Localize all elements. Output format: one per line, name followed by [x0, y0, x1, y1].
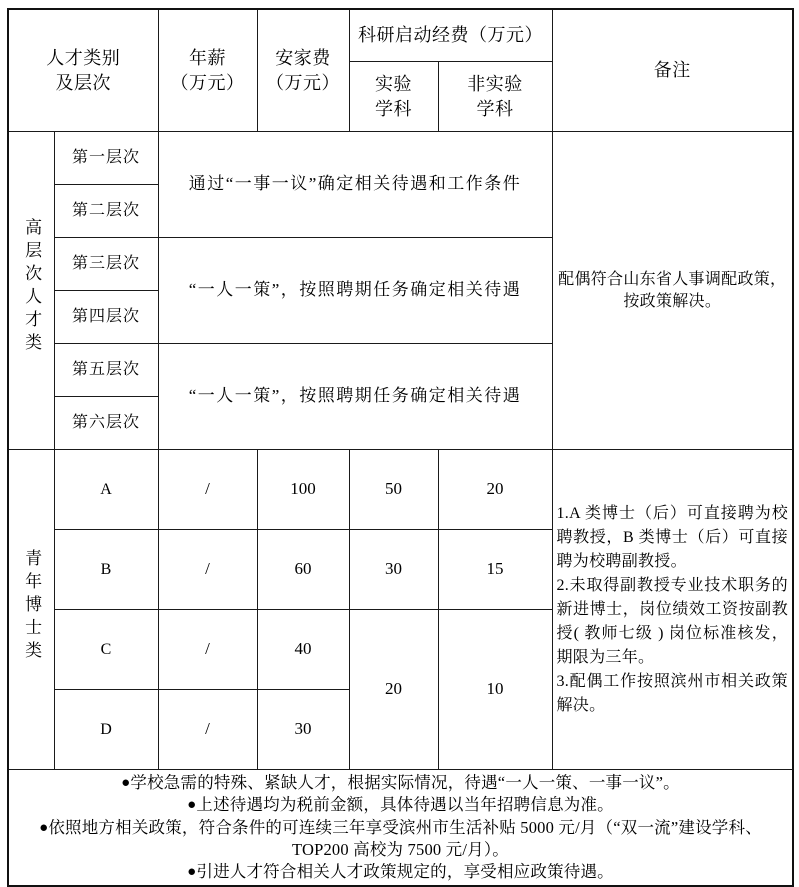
section-label-young-doctor-text: 青年博士类 — [22, 548, 42, 664]
table-header — [8, 9, 793, 132]
header-annual-salary — [158, 9, 257, 132]
settling-fee-b: 60 — [257, 530, 349, 610]
experimental-cd-merged: 20 — [349, 610, 438, 770]
annual-salary-d: / — [158, 690, 257, 770]
settling-fee-c: 40 — [257, 610, 349, 690]
annual-salary-a: / — [158, 450, 257, 530]
remark-young-doctor-item-3: 3.配偶工作按照滨州市相关政策解决。 — [556, 672, 788, 714]
header-settling-fee-line1: 安家费 — [275, 48, 331, 69]
experimental-a: 50 — [349, 450, 438, 530]
header-experimental-line1: 实验 — [375, 74, 412, 95]
annual-salary-c: / — [158, 610, 257, 690]
tier-label-5: 第五层次 — [54, 344, 158, 397]
section-label-young-doctor — [8, 450, 54, 770]
grade-label-b: B — [54, 530, 158, 610]
table-body — [8, 132, 793, 887]
grade-label-d: D — [54, 690, 158, 770]
footnote-text-1: 学校急需的特殊、紧缺人才，根据实际情况，待遇“一人一策、一事一议”。 — [130, 773, 680, 792]
footnote-text-2: 上述待遇均为税前金额，具体待遇以当年招聘信息为准。 — [196, 795, 614, 815]
bullet-icon: ● — [187, 797, 197, 814]
header-annual-salary-line1: 年薪 — [189, 48, 226, 69]
table-row — [8, 450, 793, 530]
section-label-high-level-text: 高层次人才类 — [22, 218, 42, 357]
experimental-b: 30 — [349, 530, 438, 610]
remark-young-doctor — [552, 450, 793, 770]
header-category — [8, 9, 158, 132]
non-experimental-cd-merged: 10 — [438, 610, 552, 770]
footnotes-cell — [8, 770, 793, 887]
bullet-icon: ● — [39, 819, 49, 836]
remark-young-doctor-item-1: 1.A 类博士（后）可直接聘为校聘教授，B 类博士（后）可直接聘为校聘副教授。 — [556, 504, 788, 570]
tier-label-2: 第二层次 — [54, 185, 158, 238]
header-row-top — [8, 9, 793, 62]
header-remarks: 备注 — [552, 9, 793, 132]
tier-label-4: 第四层次 — [54, 291, 158, 344]
grade-label-c: C — [54, 610, 158, 690]
header-non-experimental-line1: 非实验 — [467, 74, 523, 95]
annual-salary-b: / — [158, 530, 257, 610]
header-settling-fee — [257, 9, 349, 132]
footnote-item-2 — [13, 794, 788, 816]
settling-fee-a: 100 — [257, 450, 349, 530]
footnote-item-1 — [13, 772, 788, 794]
grade-label-a: A — [54, 450, 158, 530]
bullet-icon: ● — [121, 775, 131, 791]
policy-cell-3: “一人一策”，按照聘期任务确定相关待遇 — [158, 344, 552, 450]
remark-high-level: 配偶符合山东省人事调配政策，按政策解决。 — [552, 132, 793, 450]
header-category-line2: 及层次 — [55, 72, 111, 93]
settling-fee-d: 30 — [257, 690, 349, 770]
footnote-item-4 — [13, 861, 788, 883]
footnote-text-4: 引进人才符合相关人才政策规定的，享受相应政策待遇。 — [196, 862, 614, 882]
tier-label-3: 第三层次 — [54, 238, 158, 291]
non-experimental-b: 15 — [438, 530, 552, 610]
tier-label-1: 第一层次 — [54, 132, 158, 185]
header-experimental — [349, 62, 438, 132]
remark-young-doctor-item-2: 2.未取得副教授专业技术职务的新进博士，岗位绩效工资按副教授( 教师七级 ) 岗位标准核发，期限为三年。 — [556, 576, 788, 666]
header-non-experimental — [438, 62, 552, 132]
non-experimental-a: 20 — [438, 450, 552, 530]
table-row — [8, 132, 793, 185]
header-category-line1: 人才类别 — [46, 48, 121, 69]
header-non-experimental-line2: 学科 — [476, 98, 514, 119]
footnote-item-3 — [13, 817, 788, 862]
header-experimental-line2: 学科 — [375, 98, 412, 119]
bullet-icon: ● — [187, 864, 197, 881]
footnote-text-3: 依照地方相关政策，符合条件的可连续三年享受滨州市生活补贴 5000 元/月（“双一流”建设学科、TOP200 高校为 7500 元/月）。 — [48, 817, 762, 859]
header-research-fund: 科研启动经费（万元） — [349, 9, 552, 62]
section-label-high-level — [8, 132, 54, 450]
policy-cell-1: 通过“一事一议”确定相关待遇和工作条件 — [158, 132, 552, 238]
header-settling-fee-line2: （万元） — [266, 72, 340, 93]
tier-label-6: 第六层次 — [54, 397, 158, 450]
table-row-notes — [8, 770, 793, 887]
header-annual-salary-line2: （万元） — [170, 72, 245, 93]
policy-cell-2: “一人一策”，按照聘期任务确定相关待遇 — [158, 238, 552, 344]
talent-treatment-table — [7, 8, 794, 887]
